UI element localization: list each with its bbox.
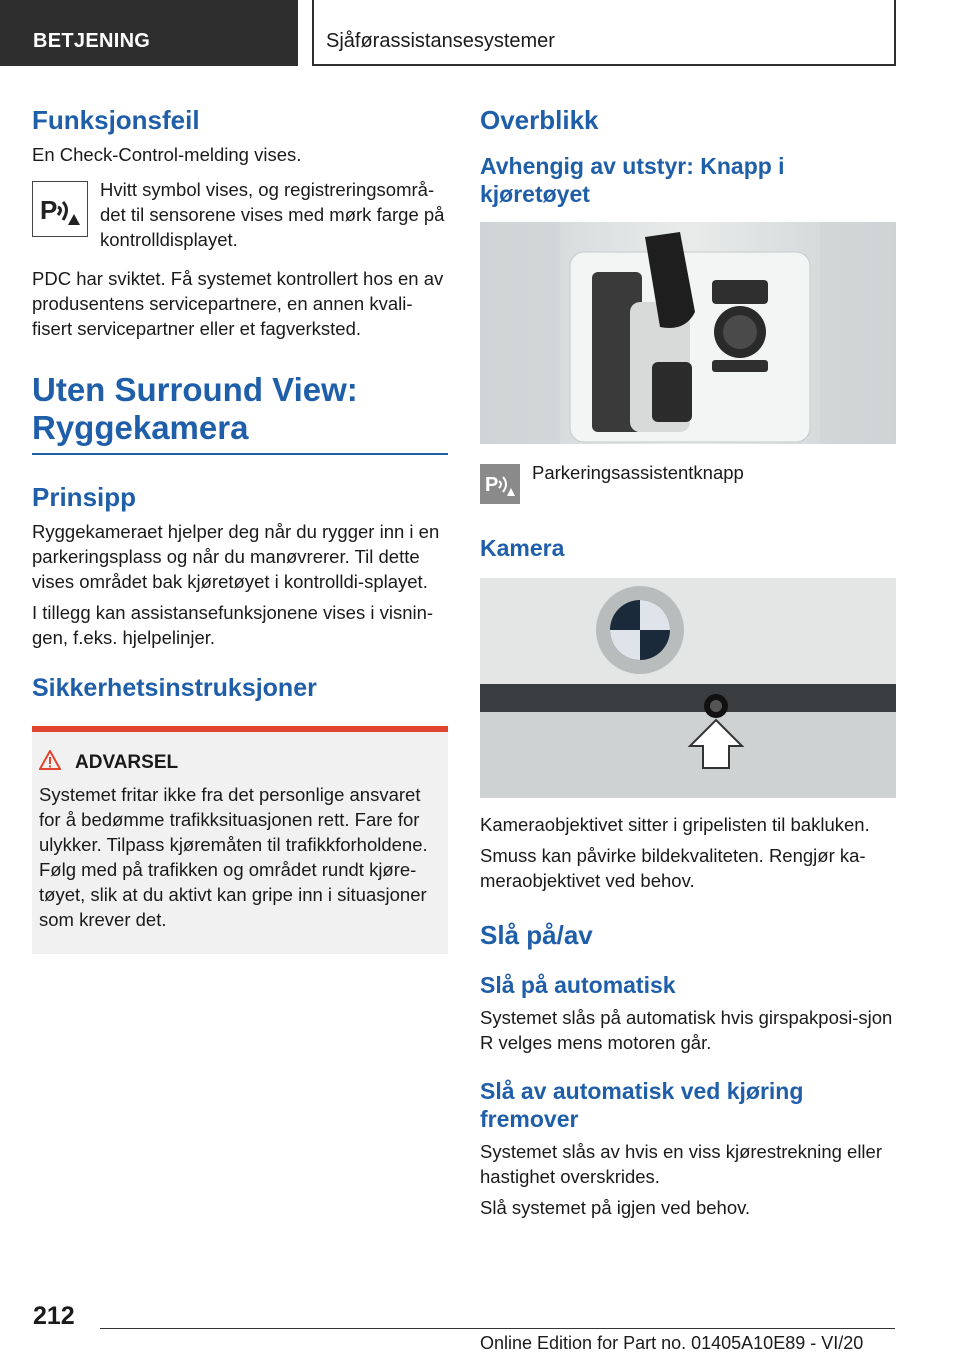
svg-text:P: P	[485, 474, 499, 496]
prinsipp-paragraph-1: Ryggekameraet hjelper deg når du rygger inn i en parkeringsplass og når du manøvrerer. Til dette vises området bak kjøretøyet i kontrolldi-splayet.	[32, 521, 440, 592]
warning-triangle-icon	[39, 750, 75, 776]
heading-rule	[32, 453, 448, 455]
pdc-symbol-text: Hvitt symbol vises, og registreringsområ-det til sensorene vises med mørk farge på kontrolldisplayet.	[100, 179, 445, 250]
sla-pa-heading: Slå på automatisk	[480, 972, 676, 998]
uten-heading-line-2: Ryggekamera	[32, 409, 249, 446]
park-assist-row	[480, 460, 896, 504]
avhengig-heading: Avhengig av utstyr: Knapp i kjøretøyet	[480, 153, 785, 207]
left-column	[32, 100, 448, 954]
warning-box	[32, 726, 448, 954]
sikkerhet-heading: Sikkerhetsinstruksjoner	[32, 674, 317, 702]
rear-camera-photo	[480, 578, 896, 798]
kamera-paragraph-2: Smuss kan påvirke bildekvaliteten. Rengjør ka-meraobjektivet ved behov.	[480, 845, 866, 891]
park-assist-button-icon	[480, 464, 520, 504]
footer-rule	[100, 1328, 895, 1329]
page-header	[0, 0, 960, 66]
page-number: 212	[33, 1302, 75, 1330]
park-assist-caption: Parkeringsassistentknapp	[532, 462, 744, 483]
kamera-paragraph-1: Kameraobjektivet sitter i gripelisten til bakluken.	[480, 814, 870, 835]
uten-heading-block	[32, 371, 448, 455]
prinsipp-heading: Prinsipp	[32, 482, 137, 512]
uten-heading-line-1: Uten Surround View:	[32, 371, 358, 408]
right-column	[480, 100, 896, 1220]
pdc-symbol-row	[32, 177, 448, 252]
warning-label: ADVARSEL	[75, 752, 179, 773]
sla-av-heading: Slå av automatisk ved kjøring fremover	[480, 1078, 804, 1132]
sla-heading: Slå på/av	[480, 920, 593, 950]
sla-pa-paragraph: Systemet slås på automatisk hvis girspakposi-sjon R velges mens motoren går.	[480, 1007, 893, 1053]
funksjonsfeil-paragraph-2: PDC har sviktet. Få systemet kontrollert hos en av produsentens servicepartnere, en annen kvali-fisert servicepartner eller et fagverksted.	[32, 268, 444, 339]
section-label: BETJENING	[0, 0, 298, 66]
kamera-heading: Kamera	[480, 535, 565, 561]
center-console-photo	[480, 222, 896, 444]
funksjonsfeil-heading: Funksjonsfeil	[32, 105, 200, 135]
warning-header	[39, 750, 440, 776]
funksjonsfeil-paragraph-1: En Check-Control-melding vises.	[32, 144, 302, 165]
pdc-fault-icon	[32, 181, 88, 237]
edition-text: Online Edition for Part no. 01405A10E89 - VI/20	[480, 1333, 864, 1353]
prinsipp-paragraph-2: I tillegg kan assistansefunksjonene vises i visnin-gen, f.eks. hjelpelinjer.	[32, 602, 434, 648]
sla-av-paragraph-2: Slå systemet på igjen ved behov.	[480, 1197, 751, 1218]
sla-av-paragraph-1: Systemet slås av hvis en viss kjørestrekning eller hastighet overskrides.	[480, 1141, 882, 1187]
overblikk-heading: Overblikk	[480, 105, 599, 135]
warning-text: Systemet fritar ikke fra det personlige ansvaret for å bedømme trafikksituasjonen rett. Fare for ulykker. Tilpass kjøremåten til trafikkforholdene. Følg med på trafikken og området rundt kjøre-tøyet, slik at du aktivt kan gripe inn i situasjoner som krever det.	[39, 784, 428, 930]
chapter-label: Sjåførassistansesystemer	[312, 0, 896, 66]
svg-text:P: P	[40, 195, 58, 225]
